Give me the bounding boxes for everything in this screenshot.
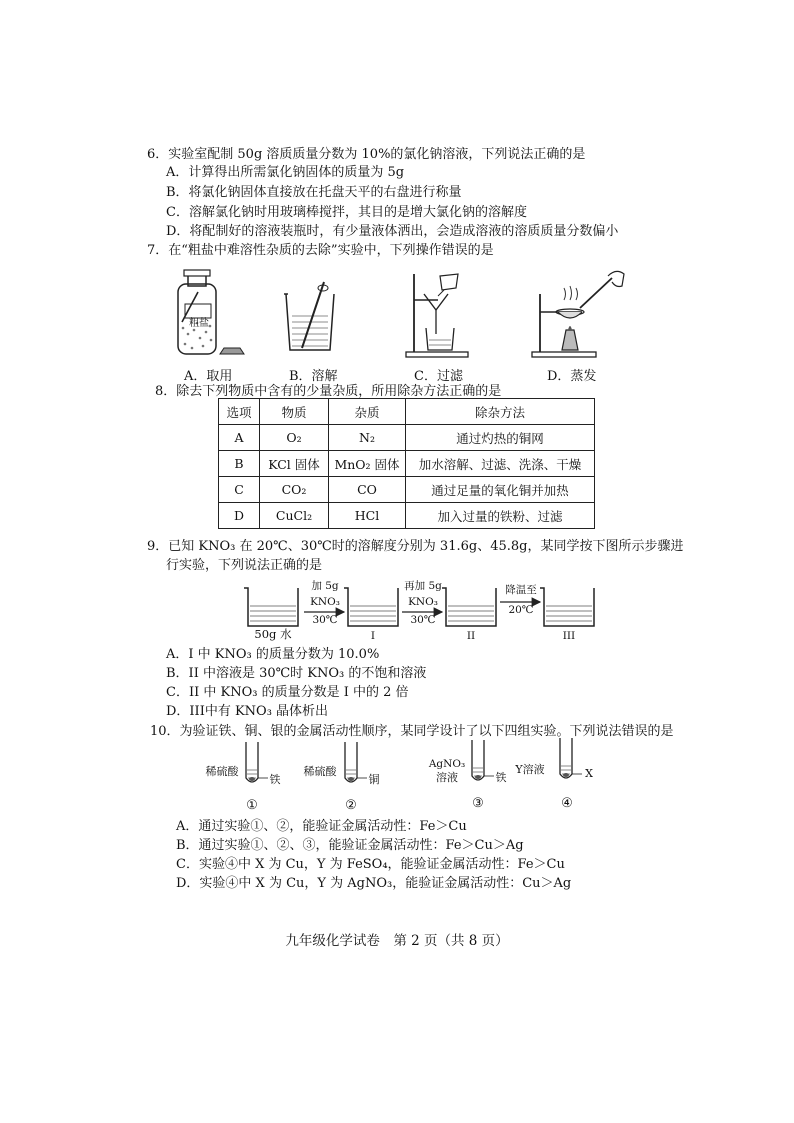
table-row: [219, 503, 595, 529]
table-cell: 通过灼热的铜网: [406, 425, 595, 451]
tube1-left-label: 稀硫酸: [205, 765, 239, 778]
tube3-right-label: 铁: [495, 771, 507, 784]
beaker-label-3: III: [562, 630, 576, 642]
arrow2-line1: 再加 5g: [404, 580, 442, 592]
table-cell: O₂: [260, 425, 329, 451]
q7-stem: 7．在“粗盐中难溶性杂质的去除”实验中，下列操作错误的是: [147, 243, 494, 258]
tube2-right-label: 铜: [368, 773, 380, 786]
q6-option-a: A．计算得出所需氯化钠固体的质量为 5g: [166, 165, 405, 180]
tube2-number: ②: [345, 798, 357, 813]
table-cell: B: [219, 451, 260, 477]
tube3-left-bottom-label: 溶液: [436, 771, 458, 784]
q9-option-c: C．II 中 KNO₃ 的质量分数是 I 中的 2 倍: [166, 685, 409, 700]
header-impurity: 杂质: [329, 399, 406, 425]
q7-caption-a: A．取用: [184, 369, 233, 384]
q7-caption-b: B．溶解: [289, 369, 338, 384]
q9-stem-line1: 9．已知 KNO₃ 在 20℃、30℃时的溶解度分别为 31.6g、45.8g，某同学按下图所示步骤进: [147, 539, 684, 554]
q10-option-c: C．实验④中 X 为 Cu，Y 为 FeSO₄，能验证金属活动性：Fe＞Cu: [176, 857, 565, 872]
table-row: [219, 425, 595, 451]
q6-stem: 6．实验室配制 50g 溶质质量分数为 10%的氯化钠溶液，下列说法正确的是: [147, 147, 586, 162]
beaker-label-water: 50g 水: [254, 627, 292, 641]
tube2-left-label: 稀硫酸: [303, 765, 337, 778]
arrow2-line2: KNO₃: [408, 596, 438, 608]
reagent-bottle-figure: [168, 268, 253, 360]
beaker-label-1: I: [370, 630, 376, 642]
q10-option-d: D．实验④中 X 为 Cu，Y 为 AgNO₃，能验证金属活动性：Cu＞Ag: [176, 876, 572, 891]
table-cell: 加入过量的铁粉、过滤: [406, 503, 595, 529]
evaporation-figure: [530, 264, 630, 360]
q10-option-b: B．通过实验①、②、③，能验证金属活动性：Fe＞Cu＞Ag: [176, 838, 524, 853]
q6-option-d: D．将配制好的溶液装瓶时，有少量液体洒出，会造成溶液的溶质质量分数偏小: [166, 224, 619, 239]
arrow1-line2: KNO₃: [310, 596, 340, 608]
table-cell: MnO₂ 固体: [329, 451, 406, 477]
tube4-number: ④: [561, 796, 573, 811]
table-cell: N₂: [329, 425, 406, 451]
q6-option-c: C．溶解氯化钠时用玻璃棒搅拌，其目的是增大氯化钠的溶解度: [166, 205, 527, 220]
bottle-label: 粗盐: [189, 318, 209, 329]
q9-option-b: B．II 中溶液是 30℃时 KNO₃ 的不饱和溶液: [166, 666, 427, 681]
q9-option-d: D．III中有 KNO₃ 晶体析出: [166, 704, 329, 719]
table-cell: CO₂: [260, 477, 329, 503]
arrow1-line1: 加 5g: [311, 580, 339, 592]
q10-stem: 10．为验证铁、铜、银的金属活动性顺序，某同学设计了以下四组实验。下列说法错误的是: [150, 724, 674, 739]
tube3-number: ③: [472, 796, 484, 811]
tube1-right-label: 铁: [269, 773, 281, 786]
header-substance: 物质: [260, 399, 329, 425]
q10-option-a: A．通过实验①、②，能验证金属活动性：Fe＞Cu: [176, 819, 467, 834]
table-row: [219, 451, 595, 477]
filtration-figure: [402, 268, 472, 360]
tube3-left-top-label: AgNO₃: [428, 758, 466, 770]
arrow3-line2: 20℃: [508, 604, 534, 616]
arrow3-line1: 降温至: [505, 584, 537, 596]
table-cell: CO: [329, 477, 406, 503]
q7-caption-c: C．过滤: [414, 369, 463, 384]
tube4-right-label: X: [585, 767, 593, 780]
q9-stem-line2: 行实验，下列说法正确的是: [166, 558, 323, 573]
header-method: 除杂方法: [406, 399, 595, 425]
table-cell: D: [219, 503, 260, 529]
page-footer: 九年级化学试卷 第 2 页（共 8 页）: [285, 933, 509, 949]
table-cell: KCl 固体: [260, 451, 329, 477]
q9-option-a: A．I 中 KNO₃ 的质量分数为 10.0%: [166, 647, 380, 662]
arrow1-line3: 30℃: [312, 614, 338, 626]
table-cell: CuCl₂: [260, 503, 329, 529]
beaker-label-2: II: [466, 630, 476, 642]
table-cell: HCl: [329, 503, 406, 529]
table-cell: A: [219, 425, 260, 451]
header-option: 选项: [219, 399, 260, 425]
tube4-left-label: Y溶液: [515, 763, 545, 776]
table-cell: 加水溶解、过滤、洗涤、干燥: [406, 451, 595, 477]
q7-caption-d: D．蒸发: [547, 369, 597, 384]
table-cell: C: [219, 477, 260, 503]
table-cell: 通过足量的氧化铜并加热: [406, 477, 595, 503]
arrow2-line3: 30℃: [410, 614, 436, 626]
table-row: [219, 477, 595, 503]
impurity-table: [218, 398, 595, 529]
table-header-row: [219, 399, 595, 425]
dissolve-beaker-figure: [280, 276, 340, 356]
q8-stem: 8．除去下列物质中含有的少量杂质，所用除杂方法正确的是: [155, 384, 502, 399]
tube1-number: ①: [246, 798, 258, 813]
q6-option-b: B．将氯化钠固体直接放在托盘天平的右盘进行称量: [166, 185, 462, 200]
